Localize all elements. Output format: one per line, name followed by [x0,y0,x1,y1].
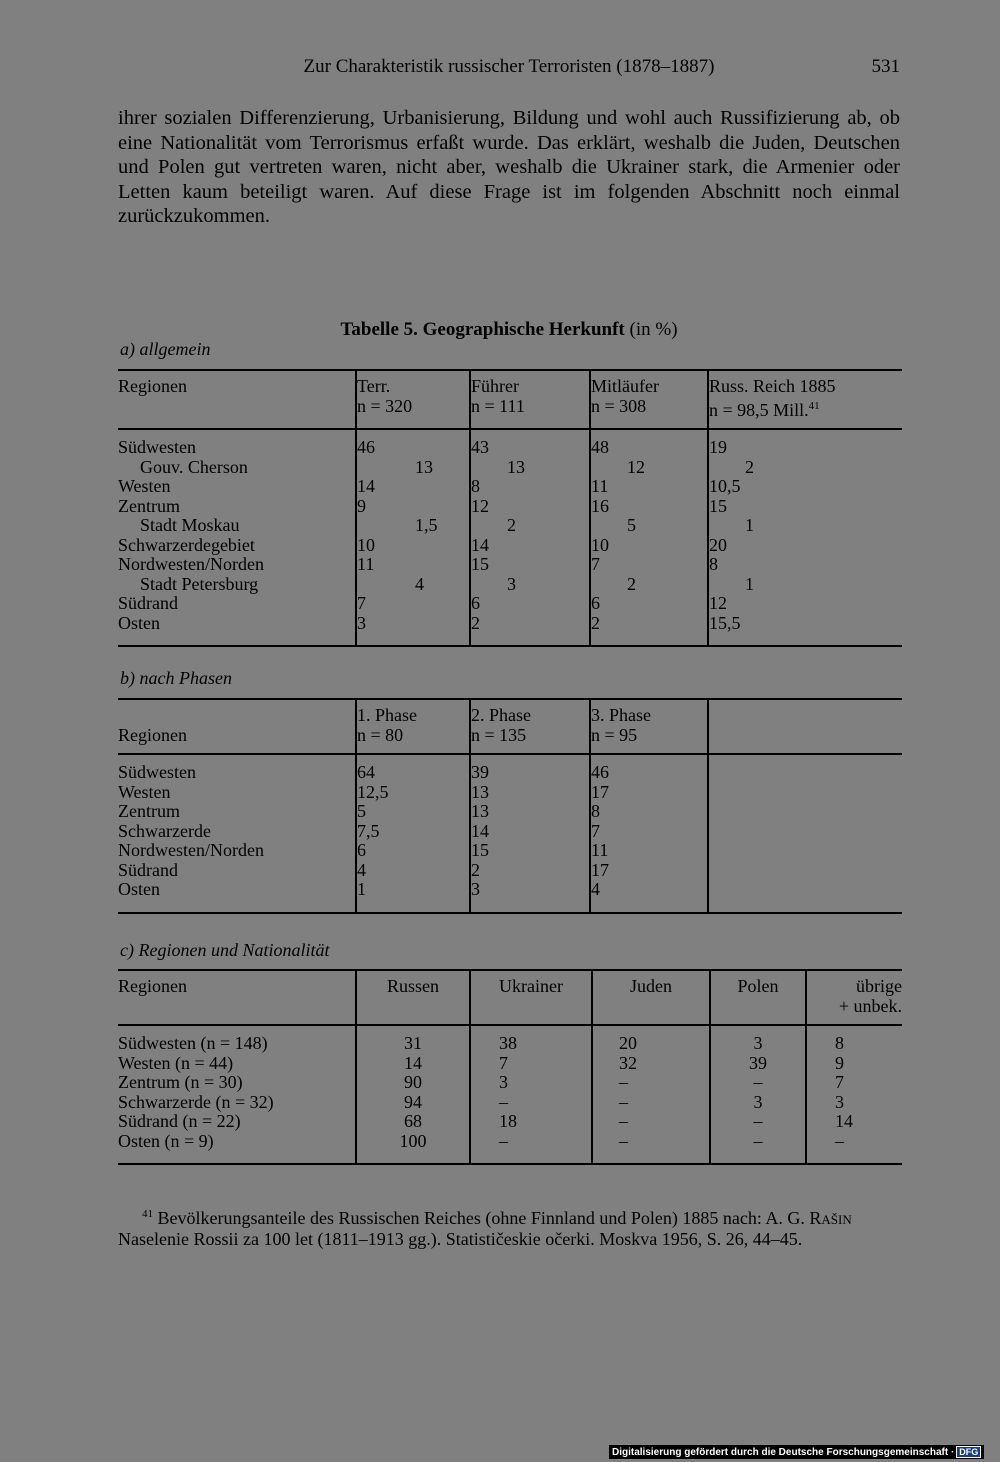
value-column: 19 2 10,5 15 1 20 8 1 12 15,5 [708,429,902,646]
table-c-body [118,1025,902,1164]
table-row-label: Westen [118,476,171,496]
column-header: übrige + unbek. [806,970,902,1025]
value-column: 38 7 3 – 18 – [470,1025,592,1164]
table-title-unit: (in %) [629,319,678,340]
value-column: 43 13 8 12 2 14 15 3 6 2 [470,429,590,646]
column-header: 1. Phase n = 80 [356,699,470,754]
digitization-credit: Digitalisierung gefördert durch die Deutsche Forschungsgemeinschaft · DFG [609,1445,984,1459]
column-header: Führer n = 111 [470,370,590,429]
footnote-text-1: Bevölkerungsanteile des Russischen Reiches (ohne Finnland und Polen) 1885 nach: A. G. [157,1208,810,1228]
value-column: 46 17 8 7 11 17 4 [590,754,708,913]
table-row-label: Stadt Petersburg [140,573,259,594]
region-column [118,429,356,646]
empty-column-header [708,699,902,754]
column-header: Polen [710,970,806,1025]
table-c-header [118,970,902,1025]
table-row-label: Südwesten [118,437,196,457]
column-header: 2. Phase n = 135 [470,699,590,754]
section-c-label: c) Regionen und Nationalität [120,940,330,960]
column-header: Ukrainer [470,970,592,1025]
value-column: 46 13 14 9 1,5 10 11 4 7 3 [356,429,470,646]
value-column: 64 12,5 5 7,5 6 4 1 [356,754,470,913]
running-title: Zur Charakteristik russischer Terroristen (1878–1887) [303,56,715,77]
column-header-regions: Regionen [118,699,356,754]
value-column: 8 9 7 3 14 – [806,1025,902,1164]
table-b-body [118,754,902,913]
column-header: Mitläufer n = 308 [590,370,708,429]
table-b-header [118,699,902,754]
value-column: 20 32 – – – – [592,1025,710,1164]
table-b [118,698,902,914]
value-column: 31 14 90 94 68 100 [356,1025,470,1164]
table-title-main: Tabelle 5. Geographische Herkunft [340,319,625,340]
table-row-label: Osten [118,612,160,633]
region-column: Südwesten Westen Zentrum Schwarzerde Nordwesten/Norden Südrand Osten [118,754,356,913]
table-a-body [118,429,902,646]
column-header: 3. Phase n = 95 [590,699,708,754]
footnote [118,1204,900,1250]
value-column: 48 12 11 16 5 10 7 2 6 2 [590,429,708,646]
body-paragraph: ihrer sozialen Differenzierung, Urbanisierung, Bildung und wohl auch Russifizierung ab, ob eine Nationalität vom Terrorismus erfaßt wurde. Das erklärt, weshalb die Juden, Deutschen und Polen gut vertreten waren, nicht aber, weshalb die Ukrainer stark, die Armenier oder Letten kaum beteiligt waren. Auf diese Frage ist im folgenden Abschnitt noch einmal zurückzukommen. [118,107,900,227]
table-row-label: Zentrum [118,495,180,516]
value-column: 3 39 – 3 – – [710,1025,806,1164]
table-title [118,319,900,341]
footnote-author: Rašin [809,1208,852,1228]
footnote-ref: 41 [808,399,820,412]
table-c [118,969,902,1165]
page-header [118,56,900,80]
footnote-number: 41 [142,1208,153,1220]
table-row-label: Stadt Moskau [140,515,240,535]
value-column: 39 13 13 14 15 2 3 [470,754,590,913]
column-header: Russen [356,970,470,1025]
table-row-label: Schwarzerdegebiet [118,534,255,555]
column-header-regions: Regionen [118,370,356,429]
column-header: Juden [592,970,710,1025]
region-column: Südwesten (n = 148) Westen (n = 44) Zentrum (n = 30) Schwarzerde (n = 32) Südrand (n = 22) Osten (n = 9) [118,1025,356,1164]
table-row-label: Südrand [118,593,178,613]
table-a-header [118,370,902,429]
footnote-text-2: Naselenie Rossii za 100 let (1811–1913 gg.). Statističeskie očerki. Moskva 1956, S. 26, 44–45. [118,1229,803,1249]
section-b-label: b) nach Phasen [120,668,232,688]
column-header: Russ. Reich 1885 n = 98,5 Mill.$^{41}$ [708,370,902,429]
column-header-regions: Regionen [118,970,356,1025]
empty-column [708,754,902,913]
dfg-logo-icon: DFG [956,1446,981,1458]
column-header: Terr. n = 320 [356,370,470,429]
page-number: 531 [871,56,900,77]
table-row-label: Gouv. Cherson [140,456,248,477]
table-a [118,369,902,647]
section-a-label: a) allgemein [120,339,211,359]
table-row-label: Nordwesten/Norden [118,554,264,574]
